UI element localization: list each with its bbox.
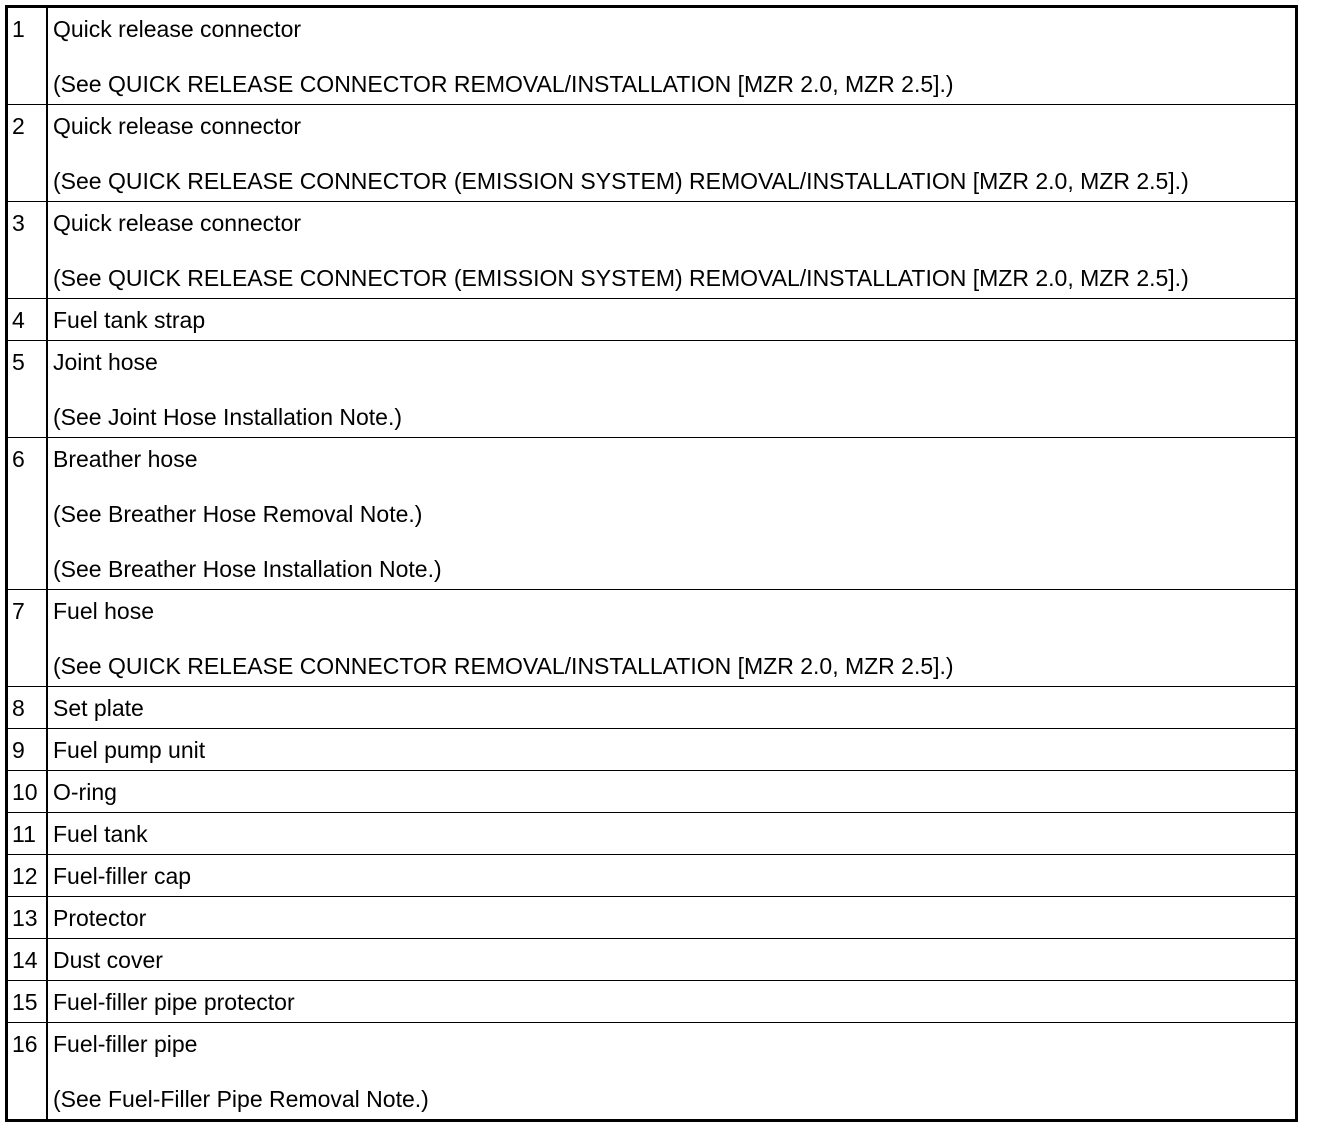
item-description <box>47 855 1297 897</box>
reference-note: (See Joint Hose Installation Note.) <box>53 404 403 430</box>
item-description <box>47 687 1297 729</box>
item-number: 11 <box>7 813 48 855</box>
part-name: Quick release connector <box>53 16 302 42</box>
table-row <box>7 939 1297 981</box>
item-description <box>47 7 1297 105</box>
part-name: Fuel-filler cap <box>53 863 192 889</box>
item-description <box>47 981 1297 1023</box>
part-name: Fuel-filler pipe <box>53 1031 198 1057</box>
part-name: Fuel tank <box>53 821 148 847</box>
reference-note: (See QUICK RELEASE CONNECTOR REMOVAL/INSTALLATION [MZR 2.0, MZR 2.5].) <box>53 653 954 679</box>
item-description <box>47 590 1297 687</box>
item-number: 9 <box>7 729 48 771</box>
part-name: O-ring <box>53 779 117 805</box>
table-row <box>7 897 1297 939</box>
table-row <box>7 855 1297 897</box>
item-description <box>47 813 1297 855</box>
table-row <box>7 105 1297 202</box>
part-name: Set plate <box>53 695 144 721</box>
item-number: 6 <box>7 438 48 590</box>
item-description <box>47 771 1297 813</box>
item-number: 5 <box>7 341 48 438</box>
part-name: Fuel tank strap <box>53 307 206 333</box>
table-row <box>7 687 1297 729</box>
part-name: Fuel pump unit <box>53 737 206 763</box>
item-number: 1 <box>7 7 48 105</box>
item-number: 13 <box>7 897 48 939</box>
reference-note: (See QUICK RELEASE CONNECTOR (EMISSION SYSTEM) REMOVAL/INSTALLATION [MZR 2.0, MZR 2.5].) <box>53 168 1189 194</box>
item-description <box>47 299 1297 341</box>
item-number: 14 <box>7 939 48 981</box>
table-row <box>7 341 1297 438</box>
part-name: Fuel-filler pipe protector <box>53 989 295 1015</box>
reference-note: (See Breather Hose Removal Note.) <box>53 501 423 527</box>
part-name: Breather hose <box>53 446 198 472</box>
parts-table <box>5 5 1298 1122</box>
item-number: 10 <box>7 771 48 813</box>
item-description <box>47 1023 1297 1121</box>
table-row <box>7 7 1297 105</box>
item-number: 12 <box>7 855 48 897</box>
item-number: 7 <box>7 590 48 687</box>
reference-note: (See Breather Hose Installation Note.) <box>53 556 442 582</box>
reference-note: (See QUICK RELEASE CONNECTOR REMOVAL/INSTALLATION [MZR 2.0, MZR 2.5].) <box>53 71 954 97</box>
part-name: Fuel hose <box>53 598 155 624</box>
part-name: Quick release connector <box>53 113 302 139</box>
item-number: 3 <box>7 202 48 299</box>
part-name: Dust cover <box>53 947 163 973</box>
part-name: Protector <box>53 905 147 931</box>
item-description <box>47 897 1297 939</box>
item-description <box>47 939 1297 981</box>
table-row <box>7 729 1297 771</box>
item-description <box>47 105 1297 202</box>
item-description <box>47 438 1297 590</box>
table-row <box>7 590 1297 687</box>
reference-note: (See QUICK RELEASE CONNECTOR (EMISSION SYSTEM) REMOVAL/INSTALLATION [MZR 2.0, MZR 2.5].) <box>53 265 1189 291</box>
item-number: 2 <box>7 105 48 202</box>
table-row <box>7 299 1297 341</box>
table-row <box>7 813 1297 855</box>
table-row <box>7 438 1297 590</box>
item-number: 8 <box>7 687 48 729</box>
item-number: 15 <box>7 981 48 1023</box>
reference-note: (See Fuel-Filler Pipe Removal Note.) <box>53 1086 429 1112</box>
table-row <box>7 981 1297 1023</box>
parts-table-body <box>7 7 1297 1121</box>
item-description <box>47 729 1297 771</box>
table-row <box>7 771 1297 813</box>
part-name: Quick release connector <box>53 210 302 236</box>
part-name: Joint hose <box>53 349 158 375</box>
item-number: 16 <box>7 1023 48 1121</box>
item-number: 4 <box>7 299 48 341</box>
item-description <box>47 202 1297 299</box>
table-row <box>7 1023 1297 1121</box>
table-row <box>7 202 1297 299</box>
item-description <box>47 341 1297 438</box>
